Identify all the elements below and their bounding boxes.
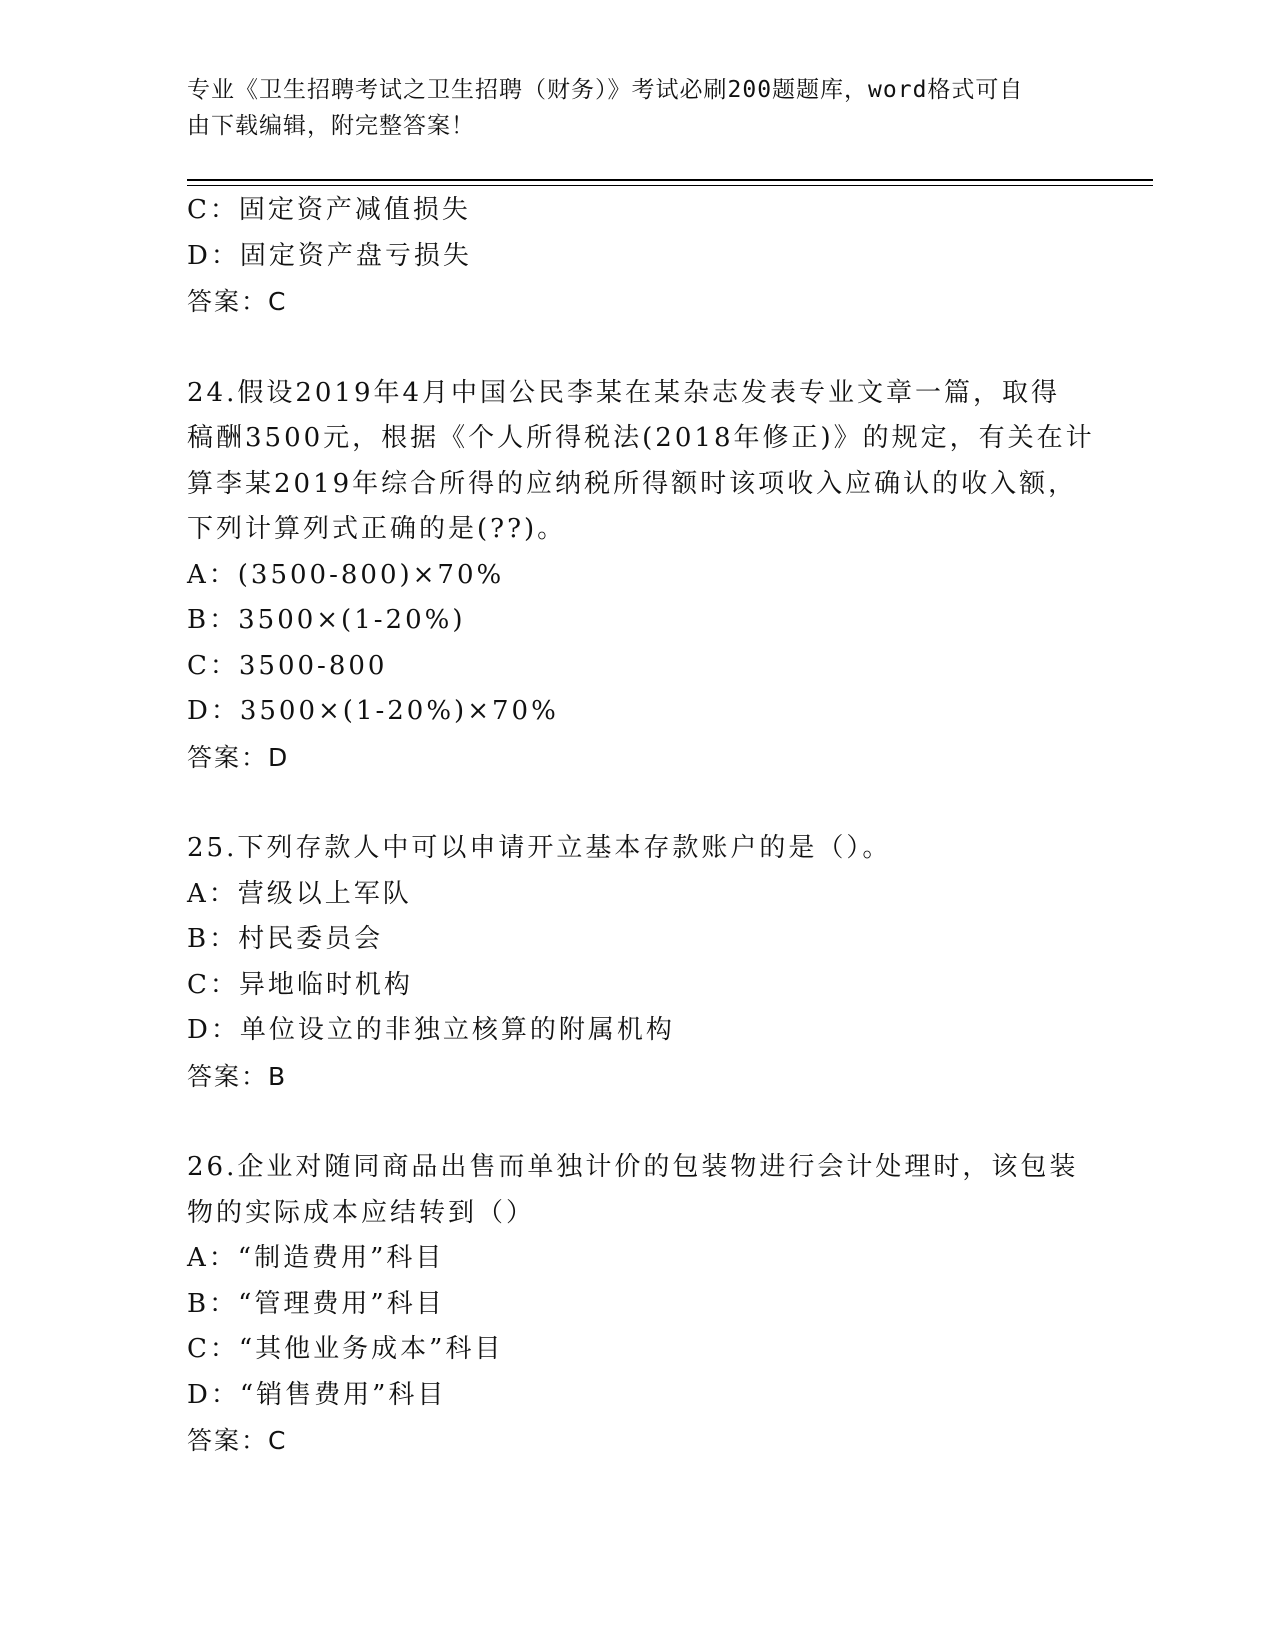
question-26 xyxy=(187,1145,1087,1464)
question-stem-line: 物的实际成本应结转到（） xyxy=(187,1197,536,1228)
option-a: A：(3500-800)×70% xyxy=(187,559,505,590)
spacer xyxy=(187,1099,1087,1145)
answer-line: 答案：C xyxy=(187,287,288,316)
question-stem-line: 24.假设2019年4月中国公民李某在某杂志发表专业文章一篇，取得 xyxy=(187,377,1061,408)
header-divider-thick xyxy=(187,179,1153,181)
option-a: A：“制造费用”科目 xyxy=(187,1243,445,1273)
question-23-tail xyxy=(187,188,1087,325)
option-b: B：“管理费用”科目 xyxy=(187,1288,445,1319)
answer-line: 答案：B xyxy=(187,1061,288,1091)
document-header xyxy=(187,72,1067,144)
option-b: B：村民委员会 xyxy=(187,924,384,954)
header-title-line-1: 专业《卫生招聘考试之卫生招聘（财务）》考试必刷200题题库，word格式可自 xyxy=(187,77,1024,103)
option-c: C：3500-800 xyxy=(187,650,388,681)
option-d: D：固定资产盘亏损失 xyxy=(187,240,472,271)
header-title-line-2: 由下载编辑，附完整答案！ xyxy=(187,113,475,139)
option-d: D：3500×(1-20%)×70% xyxy=(187,696,559,726)
option-b: B：3500×(1-20%) xyxy=(187,605,466,635)
option-c: C：异地临时机构 xyxy=(187,969,413,1000)
question-stem-line: 25.下列存款人中可以申请开立基本存款账户的是（）。 xyxy=(187,833,892,863)
header-divider-thin xyxy=(187,185,1153,186)
question-list xyxy=(187,188,1095,1464)
option-d: D：“销售费用”科目 xyxy=(187,1379,447,1410)
spacer xyxy=(187,780,1087,826)
question-stem-line: 稿酬3500元，根据《个人所得税法(2018年修正)》的规定，有关在计 xyxy=(187,423,1095,453)
spacer xyxy=(187,325,1087,371)
question-24 xyxy=(187,371,1095,781)
question-stem-line: 算李某2019年综合所得的应纳税所得额时该项收入应确认的收入额， xyxy=(187,468,1078,499)
option-d: D：单位设立的非独立核算的附属机构 xyxy=(187,1015,675,1045)
question-25 xyxy=(187,826,1087,1099)
answer-line: 答案：D xyxy=(187,742,290,772)
option-c: C：固定资产减值损失 xyxy=(187,195,471,225)
answer-line: 答案：C xyxy=(187,1426,288,1455)
option-a: A：营级以上军队 xyxy=(187,878,412,909)
option-c: C：“其他业务成本”科目 xyxy=(187,1334,504,1364)
question-stem-line: 下列计算列式正确的是(??)。 xyxy=(187,514,567,544)
question-stem-line: 26.企业对随同商品出售而单独计价的包装物进行会计处理时，该包装 xyxy=(187,1152,1079,1182)
